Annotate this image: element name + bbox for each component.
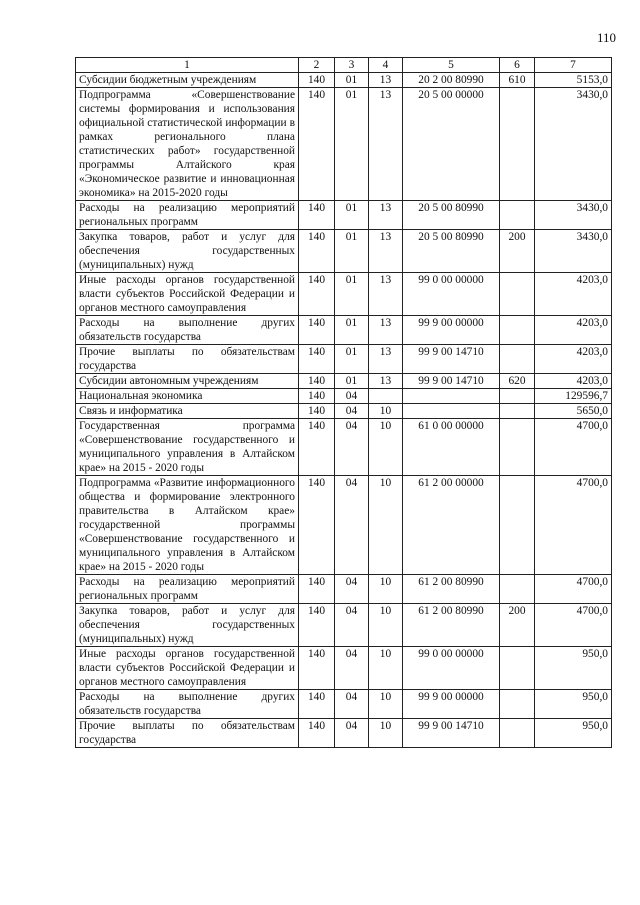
target-article-code-cell: 20 2 00 80990 bbox=[403, 73, 500, 88]
item-name-cell: Расходы на выполнение других обязательств государства bbox=[76, 690, 299, 719]
ministry-code-cell: 140 bbox=[299, 230, 335, 273]
subsection-code-cell: 10 bbox=[369, 690, 403, 719]
amount-cell: 4203,0 bbox=[535, 316, 612, 345]
table-row bbox=[76, 476, 612, 575]
column-header: 1 bbox=[76, 58, 299, 73]
expense-type-code-cell bbox=[500, 647, 535, 690]
subsection-code-cell: 13 bbox=[369, 273, 403, 316]
section-code-cell: 04 bbox=[335, 719, 369, 748]
amount-cell: 4700,0 bbox=[535, 476, 612, 575]
item-name-cell: Связь и информатика bbox=[76, 404, 299, 419]
expense-type-code-cell: 200 bbox=[500, 604, 535, 647]
amount-cell: 129596,7 bbox=[535, 389, 612, 404]
table-row bbox=[76, 719, 612, 748]
subsection-code-cell: 13 bbox=[369, 230, 403, 273]
expense-type-code-cell bbox=[500, 345, 535, 374]
expense-type-code-cell bbox=[500, 419, 535, 476]
amount-cell: 3430,0 bbox=[535, 88, 612, 201]
target-article-code-cell bbox=[403, 404, 500, 419]
amount-cell: 4700,0 bbox=[535, 604, 612, 647]
subsection-code-cell: 13 bbox=[369, 201, 403, 230]
item-name-cell: Закупка товаров, работ и услуг для обеспечения государственных (муниципальных) нужд bbox=[76, 230, 299, 273]
expense-type-code-cell: 620 bbox=[500, 374, 535, 389]
item-name-cell: Иные расходы органов государственной власти субъектов Российской Федерации и органов местного самоуправления bbox=[76, 647, 299, 690]
item-name-cell: Расходы на реализацию мероприятий региональных программ bbox=[76, 201, 299, 230]
item-name-cell: Национальная экономика bbox=[76, 389, 299, 404]
expense-type-code-cell bbox=[500, 575, 535, 604]
item-name-cell: Субсидии автономным учреждениям bbox=[76, 374, 299, 389]
header-row bbox=[76, 58, 612, 73]
section-code-cell: 04 bbox=[335, 575, 369, 604]
subsection-code-cell: 13 bbox=[369, 88, 403, 201]
ministry-code-cell: 140 bbox=[299, 604, 335, 647]
ministry-code-cell: 140 bbox=[299, 88, 335, 201]
amount-cell: 4203,0 bbox=[535, 374, 612, 389]
column-header: 6 bbox=[500, 58, 535, 73]
subsection-code-cell: 10 bbox=[369, 719, 403, 748]
target-article-code-cell: 99 0 00 00000 bbox=[403, 273, 500, 316]
subsection-code-cell: 10 bbox=[369, 647, 403, 690]
ministry-code-cell: 140 bbox=[299, 575, 335, 604]
expense-type-code-cell bbox=[500, 273, 535, 316]
subsection-code-cell: 13 bbox=[369, 73, 403, 88]
subsection-code-cell: 10 bbox=[369, 404, 403, 419]
section-code-cell: 04 bbox=[335, 419, 369, 476]
subsection-code-cell: 10 bbox=[369, 604, 403, 647]
subsection-code-cell: 13 bbox=[369, 316, 403, 345]
item-name-cell: Прочие выплаты по обязательствам государства bbox=[76, 345, 299, 374]
table-row bbox=[76, 316, 612, 345]
page-number: 110 bbox=[596, 30, 616, 45]
section-code-cell: 01 bbox=[335, 345, 369, 374]
amount-cell: 3430,0 bbox=[535, 230, 612, 273]
table-row bbox=[76, 389, 612, 404]
subsection-code-cell: 10 bbox=[369, 419, 403, 476]
table-row bbox=[76, 88, 612, 201]
expense-type-code-cell bbox=[500, 476, 535, 575]
item-name-cell: Иные расходы органов государственной власти субъектов Российской Федерации и органов местного самоуправления bbox=[76, 273, 299, 316]
ministry-code-cell: 140 bbox=[299, 647, 335, 690]
table-row bbox=[76, 419, 612, 476]
subsection-code-cell: 10 bbox=[369, 575, 403, 604]
amount-cell: 5650,0 bbox=[535, 404, 612, 419]
expense-type-code-cell bbox=[500, 404, 535, 419]
ministry-code-cell: 140 bbox=[299, 419, 335, 476]
target-article-code-cell: 99 9 00 00000 bbox=[403, 690, 500, 719]
section-code-cell: 01 bbox=[335, 273, 369, 316]
ministry-code-cell: 140 bbox=[299, 201, 335, 230]
ministry-code-cell: 140 bbox=[299, 273, 335, 316]
column-header: 2 bbox=[299, 58, 335, 73]
section-code-cell: 01 bbox=[335, 201, 369, 230]
target-article-code-cell: 20 5 00 80990 bbox=[403, 201, 500, 230]
column-header: 3 bbox=[335, 58, 369, 73]
ministry-code-cell: 140 bbox=[299, 719, 335, 748]
target-article-code-cell: 99 0 00 00000 bbox=[403, 647, 500, 690]
table-row bbox=[76, 404, 612, 419]
target-article-code-cell: 99 9 00 14710 bbox=[403, 345, 500, 374]
ministry-code-cell: 140 bbox=[299, 316, 335, 345]
ministry-code-cell: 140 bbox=[299, 73, 335, 88]
table-row bbox=[76, 73, 612, 88]
section-code-cell: 04 bbox=[335, 476, 369, 575]
ministry-code-cell: 140 bbox=[299, 404, 335, 419]
target-article-code-cell: 99 9 00 00000 bbox=[403, 316, 500, 345]
item-name-cell: Подпрограмма «Развитие информационного общества и формирование электронного правительства в Алтайском крае» государственной программы «Совершенствование государственного и муниципального управления в Алтайском крае» на 2015 - 2020 годы bbox=[76, 476, 299, 575]
table-row bbox=[76, 647, 612, 690]
amount-cell: 950,0 bbox=[535, 647, 612, 690]
amount-cell: 3430,0 bbox=[535, 201, 612, 230]
section-code-cell: 01 bbox=[335, 230, 369, 273]
expense-type-code-cell bbox=[500, 201, 535, 230]
expense-type-code-cell: 610 bbox=[500, 73, 535, 88]
section-code-cell: 04 bbox=[335, 389, 369, 404]
item-name-cell: Подпрограмма «Совершенствование системы формирования и использования официальной статистической информации в рамках регионального плана статистических работ» государственной программы Алтайского края «Экономическое развитие и инновационная экономика» на 2015-2020 годы bbox=[76, 88, 299, 201]
section-code-cell: 01 bbox=[335, 73, 369, 88]
item-name-cell: Закупка товаров, работ и услуг для обеспечения государственных (муниципальных) нужд bbox=[76, 604, 299, 647]
item-name-cell: Прочие выплаты по обязательствам государства bbox=[76, 719, 299, 748]
table-row bbox=[76, 201, 612, 230]
ministry-code-cell: 140 bbox=[299, 374, 335, 389]
item-name-cell: Государственная программа «Совершенствование государственного и муниципального управления в Алтайском крае» на 2015 - 2020 годы bbox=[76, 419, 299, 476]
target-article-code-cell: 61 2 00 80990 bbox=[403, 575, 500, 604]
table-row bbox=[76, 604, 612, 647]
item-name-cell: Расходы на выполнение других обязательств государства bbox=[76, 316, 299, 345]
amount-cell: 4203,0 bbox=[535, 345, 612, 374]
item-name-cell: Расходы на реализацию мероприятий региональных программ bbox=[76, 575, 299, 604]
amount-cell: 4203,0 bbox=[535, 273, 612, 316]
ministry-code-cell: 140 bbox=[299, 389, 335, 404]
column-header: 5 bbox=[403, 58, 500, 73]
budget-table bbox=[75, 57, 612, 748]
amount-cell: 4700,0 bbox=[535, 575, 612, 604]
ministry-code-cell: 140 bbox=[299, 345, 335, 374]
target-article-code-cell: 20 5 00 00000 bbox=[403, 88, 500, 201]
column-header: 7 bbox=[535, 58, 612, 73]
section-code-cell: 01 bbox=[335, 316, 369, 345]
section-code-cell: 04 bbox=[335, 690, 369, 719]
table-row bbox=[76, 345, 612, 374]
target-article-code-cell bbox=[403, 389, 500, 404]
table-row bbox=[76, 273, 612, 316]
section-code-cell: 01 bbox=[335, 374, 369, 389]
expense-type-code-cell bbox=[500, 88, 535, 201]
target-article-code-cell: 61 2 00 80990 bbox=[403, 604, 500, 647]
expense-type-code-cell bbox=[500, 389, 535, 404]
amount-cell: 950,0 bbox=[535, 690, 612, 719]
expense-type-code-cell: 200 bbox=[500, 230, 535, 273]
item-name-cell: Субсидии бюджетным учреждениям bbox=[76, 73, 299, 88]
target-article-code-cell: 61 0 00 00000 bbox=[403, 419, 500, 476]
section-code-cell: 04 bbox=[335, 404, 369, 419]
column-header: 4 bbox=[369, 58, 403, 73]
table-row bbox=[76, 374, 612, 389]
amount-cell: 950,0 bbox=[535, 719, 612, 748]
target-article-code-cell: 61 2 00 00000 bbox=[403, 476, 500, 575]
subsection-code-cell bbox=[369, 389, 403, 404]
amount-cell: 5153,0 bbox=[535, 73, 612, 88]
expense-type-code-cell bbox=[500, 719, 535, 748]
subsection-code-cell: 13 bbox=[369, 345, 403, 374]
ministry-code-cell: 140 bbox=[299, 690, 335, 719]
target-article-code-cell: 99 9 00 14710 bbox=[403, 719, 500, 748]
ministry-code-cell: 140 bbox=[299, 476, 335, 575]
target-article-code-cell: 20 5 00 80990 bbox=[403, 230, 500, 273]
table-row bbox=[76, 230, 612, 273]
expense-type-code-cell bbox=[500, 316, 535, 345]
amount-cell: 4700,0 bbox=[535, 419, 612, 476]
table-row bbox=[76, 690, 612, 719]
expense-type-code-cell bbox=[500, 690, 535, 719]
subsection-code-cell: 13 bbox=[369, 374, 403, 389]
section-code-cell: 04 bbox=[335, 647, 369, 690]
section-code-cell: 01 bbox=[335, 88, 369, 201]
table-row bbox=[76, 575, 612, 604]
section-code-cell: 04 bbox=[335, 604, 369, 647]
subsection-code-cell: 10 bbox=[369, 476, 403, 575]
target-article-code-cell: 99 9 00 14710 bbox=[403, 374, 500, 389]
